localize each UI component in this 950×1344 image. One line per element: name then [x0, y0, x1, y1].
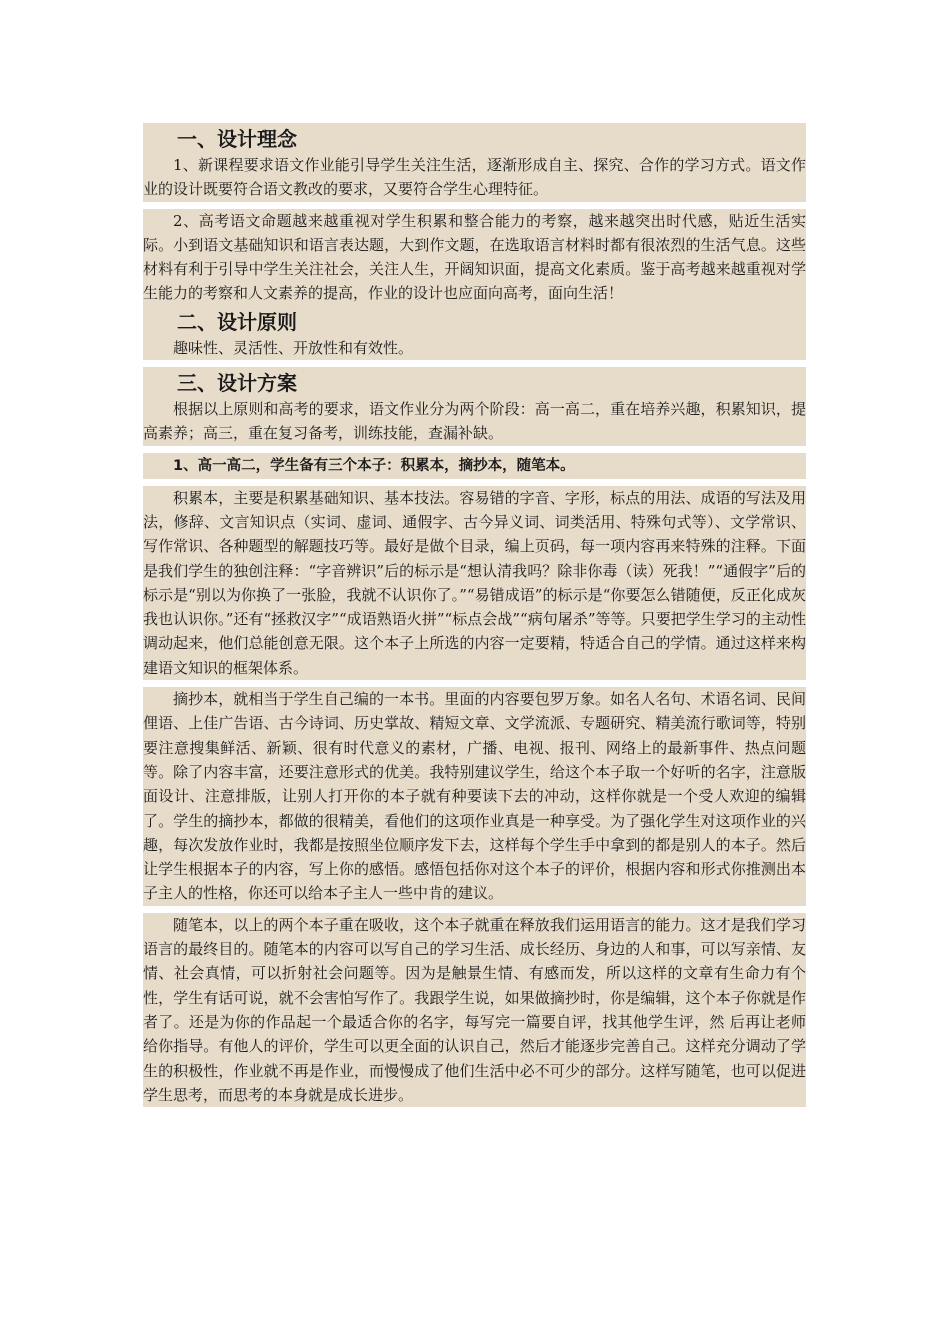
paragraph-plan-intro: 根据以上原则和高考的要求，语文作业分为两个阶段：高一高二，重在培养兴趣，积累知识，提高素养；高三，重在复习备考，训练技能，查漏补缺。	[143, 400, 806, 443]
paragraph-concept-1: 1、新课程要求语文作业能引导学生关注生活，逐渐形成自主、探究、合作的学习方式。语文作业的设计既要符合语文教改的要求，又要符合学生心理特征。	[143, 156, 806, 199]
paragraph-block	[143, 209, 806, 306]
paragraph-gap	[143, 680, 806, 687]
document-page	[143, 123, 806, 1107]
section-heading-2	[143, 306, 806, 336]
paragraph-gap	[143, 202, 806, 209]
section-heading-3	[143, 367, 806, 397]
paragraph-block	[143, 486, 806, 680]
heading-design-principle: 二、设计原则	[177, 309, 297, 334]
heading-design-concept: 一、设计理念	[177, 127, 297, 151]
paragraph-gap	[143, 906, 806, 913]
paragraph-block	[143, 397, 806, 446]
paragraph-principle: 趣味性、灵活性、开放性和有效性。	[173, 338, 414, 357]
heading-design-plan: 三、设计方案	[177, 371, 297, 396]
paragraph-block	[143, 687, 806, 906]
paragraph-block	[143, 153, 806, 202]
paragraph-gap	[143, 446, 806, 453]
paragraph-accumulation-notebook: 积累本，主要是积累基础知识、基本技法。容易错的字音、字形，标点的用法、成语的写法及用法，修辞、文言知识点（实词、虚词、通假字、古今异义词、词类活用、特殊句式等）、文学常识、写作常识、各种题型的解题技巧等。最好是做个目录，编上页码，每一项内容再来特殊的注释。下面是我们学生的独创注释：“字音辨识”后的标示是“想认清我吗？除非你毒（读）死我！”“通假字”后的标示是“别以为你换了一张脸，我就不认识你了。”“易错成语”的标示是“你要怎么错随便，反正化成灰我也认识你。”还有“拯救汉字”“成语熟语火拼”“标点会战”“病句屠杀”等等。只要把学生学习的主动性调动起来，他们总能创意无限。这个本子上所选的内容一定要精，特适合自己的学情。通过这样来构建语文知识的框架体系。	[143, 488, 806, 677]
section-heading-1	[143, 123, 806, 153]
paragraph-gap	[143, 479, 806, 486]
paragraph-block	[143, 453, 806, 479]
paragraph-gap	[143, 360, 806, 367]
paragraph-excerpt-notebook: 摘抄本，就相当于学生自己编的一本书。里面的内容要包罗万象。如名人名句、术语名词、民间俚语、上佳广告语、古今诗词、历史掌故、精短文章、文学流派、专题研究、精美流行歌词等，特别要注意搜集鲜活、新颖、很有时代意义的素材，广播、电视、报刊、网络上的最新事件、热点问题等。除了内容丰富，还要注意形式的优美。我特别建议学生，给这个本子取一个好听的名字，注意版面设计、注意排版，让别人打开你的本子就有种要读下去的冲动，这样你就是一个受人欢迎的编辑了。学生的摘抄本，都做的很精美，看他们的这项作业真是一种享受。为了强化学生对这项作业的兴趣，每次发放作业时，我都是按照坐位顺序发下去，这样每个学生手中拿到的都是别人的本子。然后让学生根据本子的内容，写上你的感悟。感悟包括你对这个本子的评价，根据内容和形式你推测出本子主人的性格，你还可以给本子主人一些中肯的建议。	[143, 690, 806, 903]
paragraph-block	[143, 336, 806, 360]
paragraph-concept-2: 2、高考语文命题越来越重视对学生积累和整合能力的考察，越来越突出时代感，贴近生活实际。小到语文基础知识和语言表达题，大到作文题，在选取语言材料时都有很浓烈的生活气息。这些材料有利于引导中学生关注社会，关注人生，开阔知识面，提高文化素质。鉴于高考越来越重视对学生能力的考察和人文素养的提高，作业的设计也应面向高考，面向生活！	[143, 211, 806, 303]
paragraph-block	[143, 913, 806, 1107]
subheading-three-notebooks: 1、高一高二，学生备有三个本子：积累本，摘抄本，随笔本。	[173, 457, 575, 474]
paragraph-essay-notebook: 随笔本，以上的两个本子重在吸收，这个本子就重在释放我们运用语言的能力。这才是我们学习语言的最终目的。随笔本的内容可以写自己的学习生活、成长经历、身边的人和事，可以写亲情、友情、社会真情，可以折射社会问题等。因为是触景生情、有感而发，所以这样的文章有生命力有个性，学生有话可说，就不会害怕写作了。我跟学生说，如果做摘抄时，你是编辑，这个本子你就是作者了。还是为你的作品起一个最适合你的名字，每写完一篇要自评，找其他学生评，然 后再让老师给你指导。有他人的评价，学生可以更全面的认识自己，然后才能逐步完善自己。这样充分调动了学生的积极性，作业就不再是作业，而慢慢成了他们生活中必不可少的部分。这样写随笔，也可以促进学生思考，而思考的本身就是成长进步。	[143, 915, 806, 1104]
